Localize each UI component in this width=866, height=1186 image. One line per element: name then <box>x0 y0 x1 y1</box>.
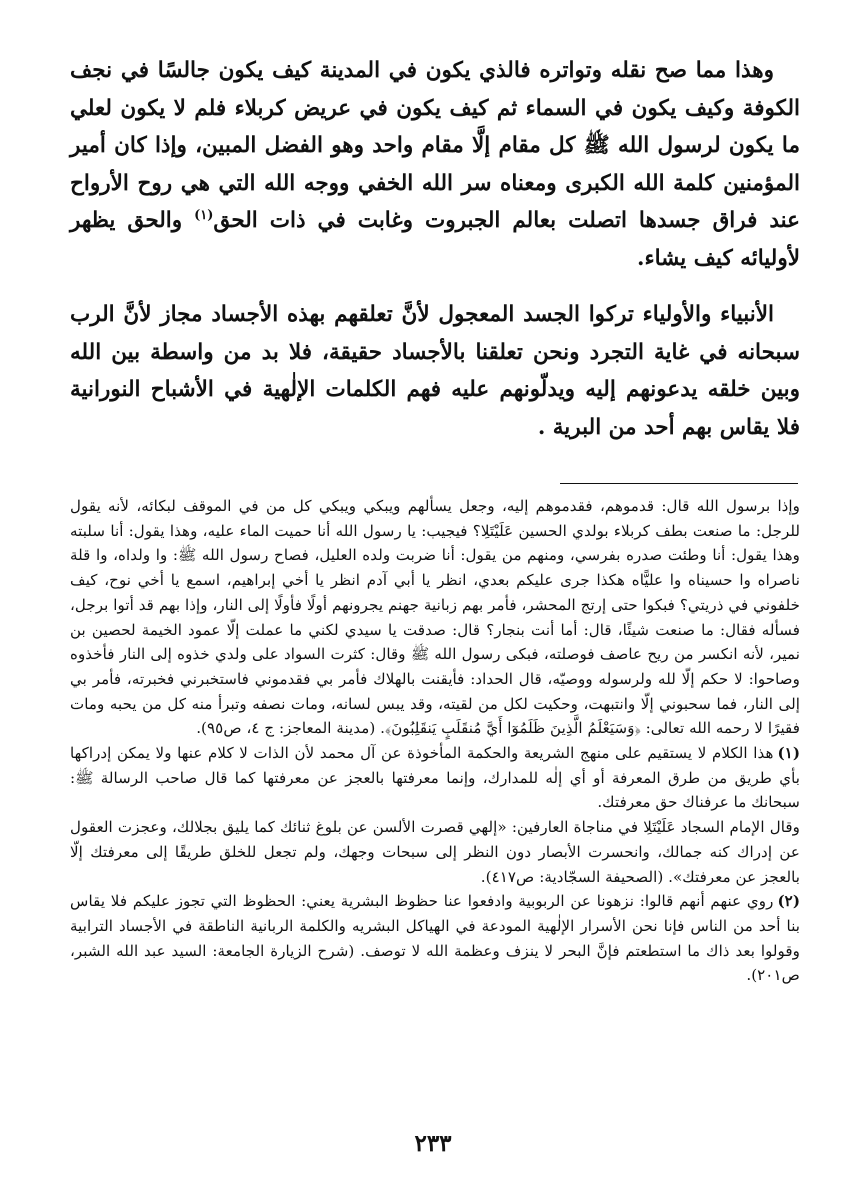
main-paragraph-1-end: والحق يظهر لأوليائه كيف يشاء. <box>70 208 800 271</box>
page-number: ٢٣٣ <box>414 1130 452 1157</box>
footnote-1 <box>70 741 800 815</box>
footnote-2 <box>70 889 800 988</box>
main-paragraph-2: الأنبياء والأولياء تركوا الجسد المعجول لأنَّ تعلقهم بهذه الأجساد مجاز لأنَّ الرب سبحانه في غاية التجرد ونحن تعلقنا بالأجساد حقيقة، فلا بد من واسطة بين الله وبين خلقه يدعونهم إليه ويدلّونهم عليه فهم الكلمات الإلٰهية في الأشباح النورانية فلا يقاس بهم أحد من البرية . <box>70 302 800 440</box>
footnotes <box>70 494 800 988</box>
footnote-ref-1: (١) <box>194 207 214 223</box>
footnote-divider <box>560 483 798 484</box>
footnote-continued: وإذا برسول الله قال: قدموهم، فقدموهم إليه، وجعل يسألهم ويبكي ويبكي كل من في الموقف لبكائه، لأنه يقول للرجل: ما صنعت بطف كربلاء بولدي الحسين عَلَيْتَلِا؟ فيجيب: يا رسول الله أنا حميت الماء عليه، وهذا يقول: أنا سلبته وهذا يقول: أنا وطئت صدره بفرسي، ومنهم من يقول: أنا ضربت ولده العليل، فصاح رسول الله ﷺ: وا ولداه، وا قلة ناصراه وا حسيناه وا عليًّاه هكذا جرى عليكم بعدي، انظر يا أبي آدم انظر يا أخي إبراهيم، اسمع يا أخي نوح، كيف خلفوني في ذريتي؟ فبكوا حتى إرتج المحشر، فأمر بهم زبانية جهنم يجرونهم أولًا فأولًا إلى النار، وإذا بهم قد أتوا برجل، فسأله فقال: ما صنعت شيئًا، قال: أما أنت بنجار؟ قال: صدقت يا سيدي لكني ما عملت إلّا عمود الخيمة لحصين بن نمير، لأنه انكسر من ريح عاصف فوصلته، فبكى رسول الله ﷺ وقال: كثرت السواد على ولدي خذوه إلى النار فأخذوه وصاحوا: لا حكم إلّا لله ولرسوله ووصيّه، قال الحداد: فأيقنت بالهلاك فأمر بي فقدموني فاستخبرني فخبرته، فأمر بي إلى النار، فما سحبوني إلّا وانتبهت، وحكيت لكل من لقيته، وقد يبس لسانه، ومات نصفه وتبرأ منه كل من يحبه ومات فقيرًا لا رحمه الله تعالى: ﴿وَسَيَعْلَمُ الَّذِينَ ظَلَمُوٓا أَيَّ مُنقَلَبٍ يَنقَلِبُونَ﴾. (مدينة المعاجز: ج ٤، ص٩٥). <box>70 497 800 738</box>
footnote-2-number: (٢) <box>777 892 800 911</box>
main-paragraph-1 <box>70 52 800 277</box>
main-text <box>70 52 800 446</box>
main-paragraph-1-text: وهذا مما صح نقله وتواتره فالذي يكون في المدينة كيف يكون جالسًا في نجف الكوفة وكيف يكون في السماء ثم كيف يكون في عريض كربلاء فلم لا يكون لعلي ما يكون لرسول الله ﷺ كل مقام إلَّا مقام واحد وهو الفضل المبين، وإذا كان أمير المؤمنين كلمة الله الكبرى ومعناه سر الله الخفي ووجه الله التي هي روح الأرواح عند فراق جسدها اتصلت بعالم الجبروت وغابت في ذات الحق <box>70 58 800 233</box>
footnote-1-number: (١) <box>777 744 800 763</box>
footnote-1-text: هذا الكلام لا يستقيم على منهج الشريعة والحكمة المأخوذة عن آل محمد لأن الذات لا كلام عنها ولا يمكن إدراكها بأي طريق من طرق المعرفة أو أي إلٰه للمدارك، وإنما معرفتها بالعجز عن معرفتها كما قال صاحب الرسالة ﷺ: سبحانك ما عرفناك حق معرفتك. <box>70 744 800 812</box>
footnote-2-text: روي عنهم أنهم قالوا: نزهونا عن الربوبية وادفعوا عنا حظوظ البشرية يعني: الحظوظ التي تجوز عليكم فلا يقاس بنا أحد من الناس فإنا نحن الأسرار الإلٰهية المودعة في الهياكل البشريه والكلمة الربانية الناطقة في الأجساد الترابية وقولوا بعد ذاك ما استطعتم فإنَّ البحر لا ينزف وعظمة الله لا توصف. (شرح الزيارة الجامعة: السيد عبد الله الشبر، ص٢٠١). <box>70 892 800 985</box>
footnote-1-continuation: وقال الإمام السجاد عَلَيْتَلِا في مناجاة العارفين: «إلهي قصرت الألسن عن بلوغ ثنائك كما يليق بجلالك، وعجزت العقول عن إدراك كنه جمالك، وانحسرت الأبصار دون النظر إلى سبحات وجهك، ولم تجعل للخلق طريقًا إلى معرفتك إلّا بالعجز عن معرفتك». (الصحيفة السجّادية: ص٤١٧). <box>70 818 800 886</box>
